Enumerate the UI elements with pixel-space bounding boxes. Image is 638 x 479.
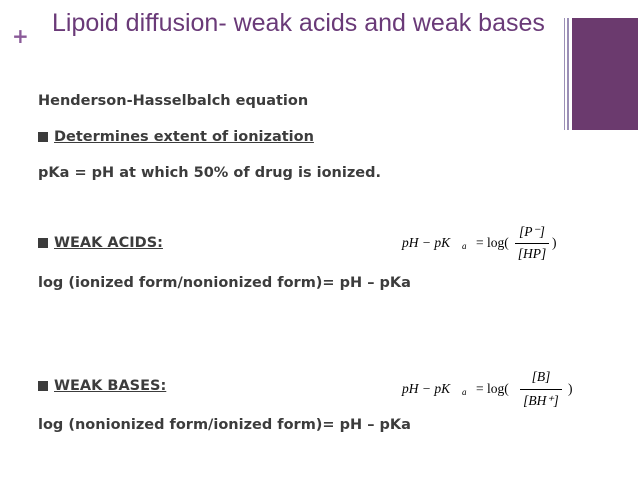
decorative-accent-block [564, 18, 638, 130]
base-eq-subscript: a [462, 387, 467, 397]
acid-eq-subscript: a [462, 241, 467, 251]
acid-eq-close: ) [552, 235, 557, 250]
pka-definition: pKa = pH at which 50% of drug is ionized. [38, 165, 382, 181]
base-eq-lhs: pH − pK [402, 381, 451, 396]
section-heading: Henderson-Hasselbalch equation [38, 93, 309, 109]
base-eq-denominator: [BH⁺] [523, 393, 559, 408]
acid-eq-denominator: [HP] [517, 246, 547, 261]
square-bullet-icon [38, 381, 48, 391]
acid-eq-lhs: pH − pK [402, 235, 451, 250]
weak-acids-label: WEAK ACIDS: [54, 235, 163, 251]
plus-icon: + [12, 24, 29, 48]
bullet-determines-ionization: Determines extent of ionization [54, 129, 314, 145]
square-bullet-icon [38, 238, 48, 248]
accent-line-thin [564, 18, 565, 130]
square-bullet-icon [38, 132, 48, 142]
base-eq-close: ) [568, 381, 573, 396]
weak-acids-formula-text: log (ionized form/nonionized form)= pH – pKa [38, 275, 411, 291]
accent-line-thick [567, 18, 569, 130]
base-eq-fraction-bar [520, 389, 562, 390]
acid-eq-numerator: [P⁻] [519, 224, 545, 239]
accent-purple-block [572, 18, 638, 130]
weak-bases-formula-text: log (nonionized form/ionized form)= pH – pKa [38, 417, 411, 433]
acid-eq-log: = log( [476, 235, 509, 250]
base-eq-log: = log( [476, 381, 509, 396]
acid-eq-fraction-bar [515, 243, 549, 244]
base-eq-numerator: [B] [531, 369, 551, 384]
slide-title: Lipoid diffusion- weak acids and weak bases [52, 9, 545, 37]
weak-bases-label: WEAK BASES: [54, 378, 167, 394]
